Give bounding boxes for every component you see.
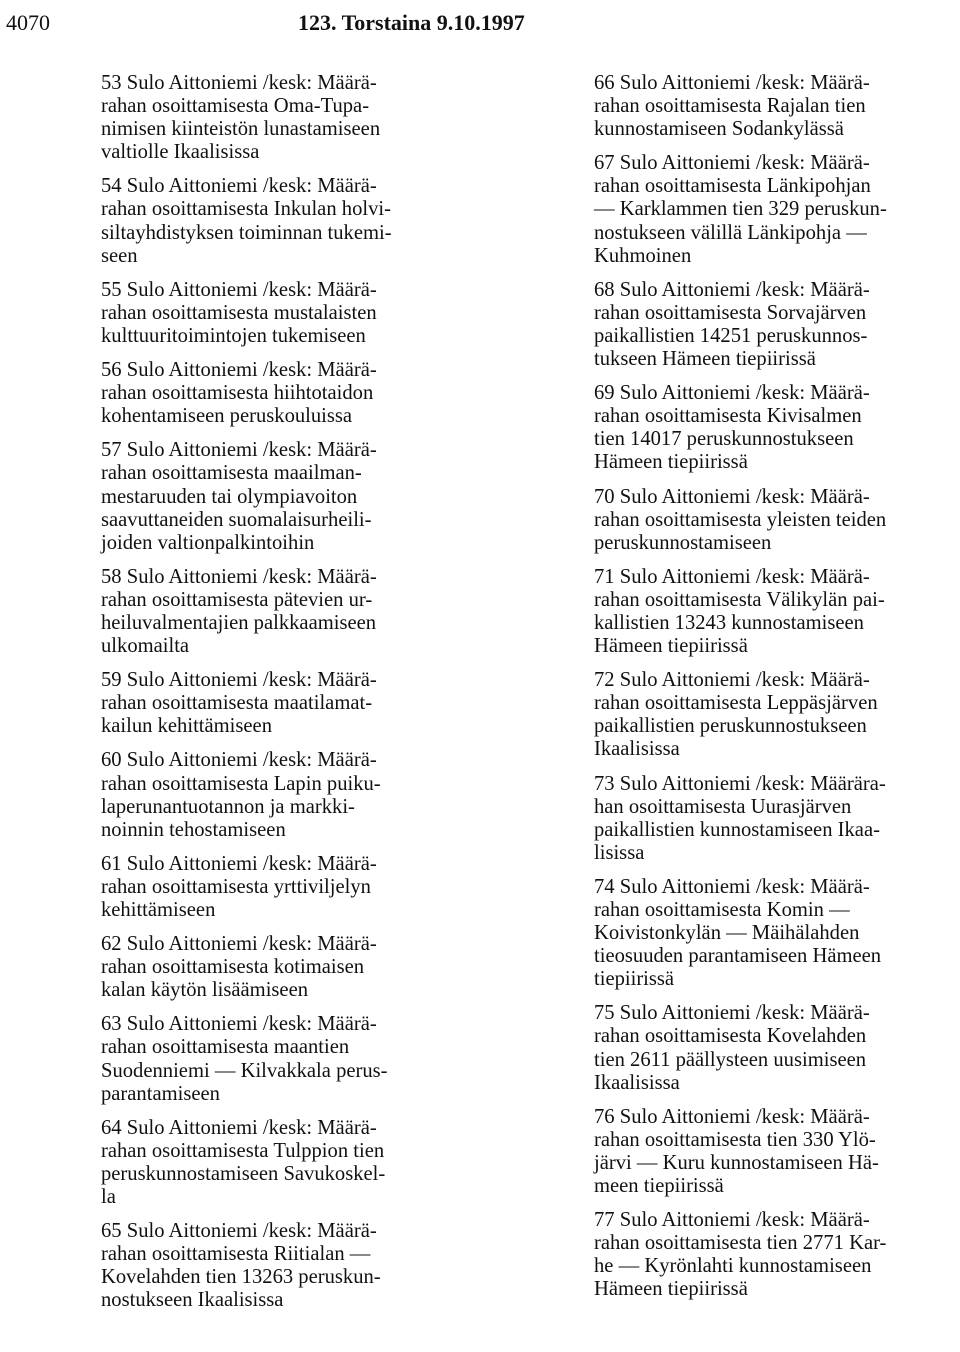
page-number: 4070 [6,10,50,35]
entry-58: 58 Sulo Aittoniemi /kesk: Määrä- rahan osoittamisesta pätevien ur- heiluvalmentajien palkkaamiseen ulkomailta [101,565,377,658]
entry-71: 71 Sulo Aittoniemi /kesk: Määrä- rahan osoittamisesta Välikylän pai- kallistien 13243 kunnostamiseen Hämeen tiepiirissä [594,565,885,658]
entry-64: 64 Sulo Aittoniemi /kesk: Määrä- rahan osoittamisesta Tulppion tien peruskunnostamiseen Savukoskel- la [101,1116,386,1209]
entry-75: 75 Sulo Aittoniemi /kesk: Määrä- rahan osoittamisesta Kovelahden tien 2611 päällysteen uusimiseen Ikaalisissa [594,1002,870,1094]
entry-65: 65 Sulo Aittoniemi /kesk: Määrä- rahan osoittamisesta Riitialan — Kovelahden tien 13263 peruskun- nostukseen Ikaalisissa [101,1220,381,1312]
entry-76: 76 Sulo Aittoniemi /kesk: Määrä- rahan osoittamisesta tien 330 Ylö- järvi — Kuru kunnostamiseen Hä- meen tiepiirissä [594,1105,879,1198]
entry-60: 60 Sulo Aittoniemi /kesk: Määrä- rahan osoittamisesta Lapin puiku- laperunantuotannon ja markki- noinnin tehostamiseen [101,749,381,841]
page-header-session: 123. Torstaina 9.10.1997 [298,10,525,35]
entry-72: 72 Sulo Aittoniemi /kesk: Määrä- rahan osoittamisesta Leppäsjärven paikallistien peruskunnostukseen Ikaalisissa [594,669,878,761]
entry-56: 56 Sulo Aittoniemi /kesk: Määrä- rahan osoittamisesta hiihtotaidon kohentamiseen peruskouluissa [101,359,377,428]
right-column [594,72,930,1313]
entry-57: 57 Sulo Aittoniemi /kesk: Määrä- rahan osoittamisesta maailman- mestaruuden tai olympiavoiton saavuttaneiden suomalaisurheili- joiden valtionpalkintoihin [101,439,377,554]
entry-74: 74 Sulo Aittoniemi /kesk: Määrä- rahan osoittamisesta Komin — Koivistonkylän — Mäihälahden tieosuuden parantamiseen Hämeen tiepiirissä [594,875,882,991]
entry-70: 70 Sulo Aittoniemi /kesk: Määrä- rahan osoittamisesta yleisten teiden peruskunnostamiseen [594,485,887,554]
entry-53: 53 Sulo Aittoniemi /kesk: Määrä- rahan osoittamisesta Oma-Tupa- nimisen kiinteistön lunastamiseen valtiolle Ikaalisissa [101,72,381,164]
entry-67: 67 Sulo Aittoniemi /kesk: Määrä- rahan osoittamisesta Länkipohjan — Karklammen tien 329 peruskun- nostukseen välillä Länkipohja — Kuhmoinen [594,152,887,267]
entry-62: 62 Sulo Aittoniemi /kesk: Määrä- rahan osoittamisesta kotimaisen kalan käytön lisäämiseen [101,933,377,1002]
entry-77: 77 Sulo Aittoniemi /kesk: Määrä- rahan osoittamisesta tien 2771 Kar- he — Kyrönlahti kunnostamiseen Hämeen tiepiirissä [594,1209,887,1301]
entry-59: 59 Sulo Aittoniemi /kesk: Määrä- rahan osoittamisesta maatilamat- kailun kehittämiseen [101,669,377,738]
entry-54: 54 Sulo Aittoniemi /kesk: Määrä- rahan osoittamisesta Inkulan holvi- siltayhdistyksen toiminnan tukemi- seen [101,175,392,267]
entry-55: 55 Sulo Aittoniemi /kesk: Määrä- rahan osoittamisesta mustalaisten kulttuuritoimintojen tukemiseen [101,278,377,347]
entry-73: 73 Sulo Aittoniemi /kesk: Määrära- han osoittamisesta Uurasjärven paikallistien kunnostamiseen Ikaa- lisissa [594,772,886,864]
left-column [101,72,441,1324]
entry-68: 68 Sulo Aittoniemi /kesk: Määrä- rahan osoittamisesta Sorvajärven paikallistien 14251 peruskunnos- tukseen Hämeen tiepiirissä [594,278,870,371]
entry-69: 69 Sulo Aittoniemi /kesk: Määrä- rahan osoittamisesta Kivisalmen tien 14017 peruskunnostukseen Hämeen tiepiirissä [594,382,870,474]
entry-63: 63 Sulo Aittoniemi /kesk: Määrä- rahan osoittamisesta maantien Suodenniemi — Kilvakkala perus- parantamiseen [101,1013,388,1105]
entry-66: 66 Sulo Aittoniemi /kesk: Määrä- rahan osoittamisesta Rajalan tien kunnostamiseen Sodankylässä [594,72,870,141]
entry-61: 61 Sulo Aittoniemi /kesk: Määrä- rahan osoittamisesta yrttiviljelyn kehittämiseen [101,852,377,921]
